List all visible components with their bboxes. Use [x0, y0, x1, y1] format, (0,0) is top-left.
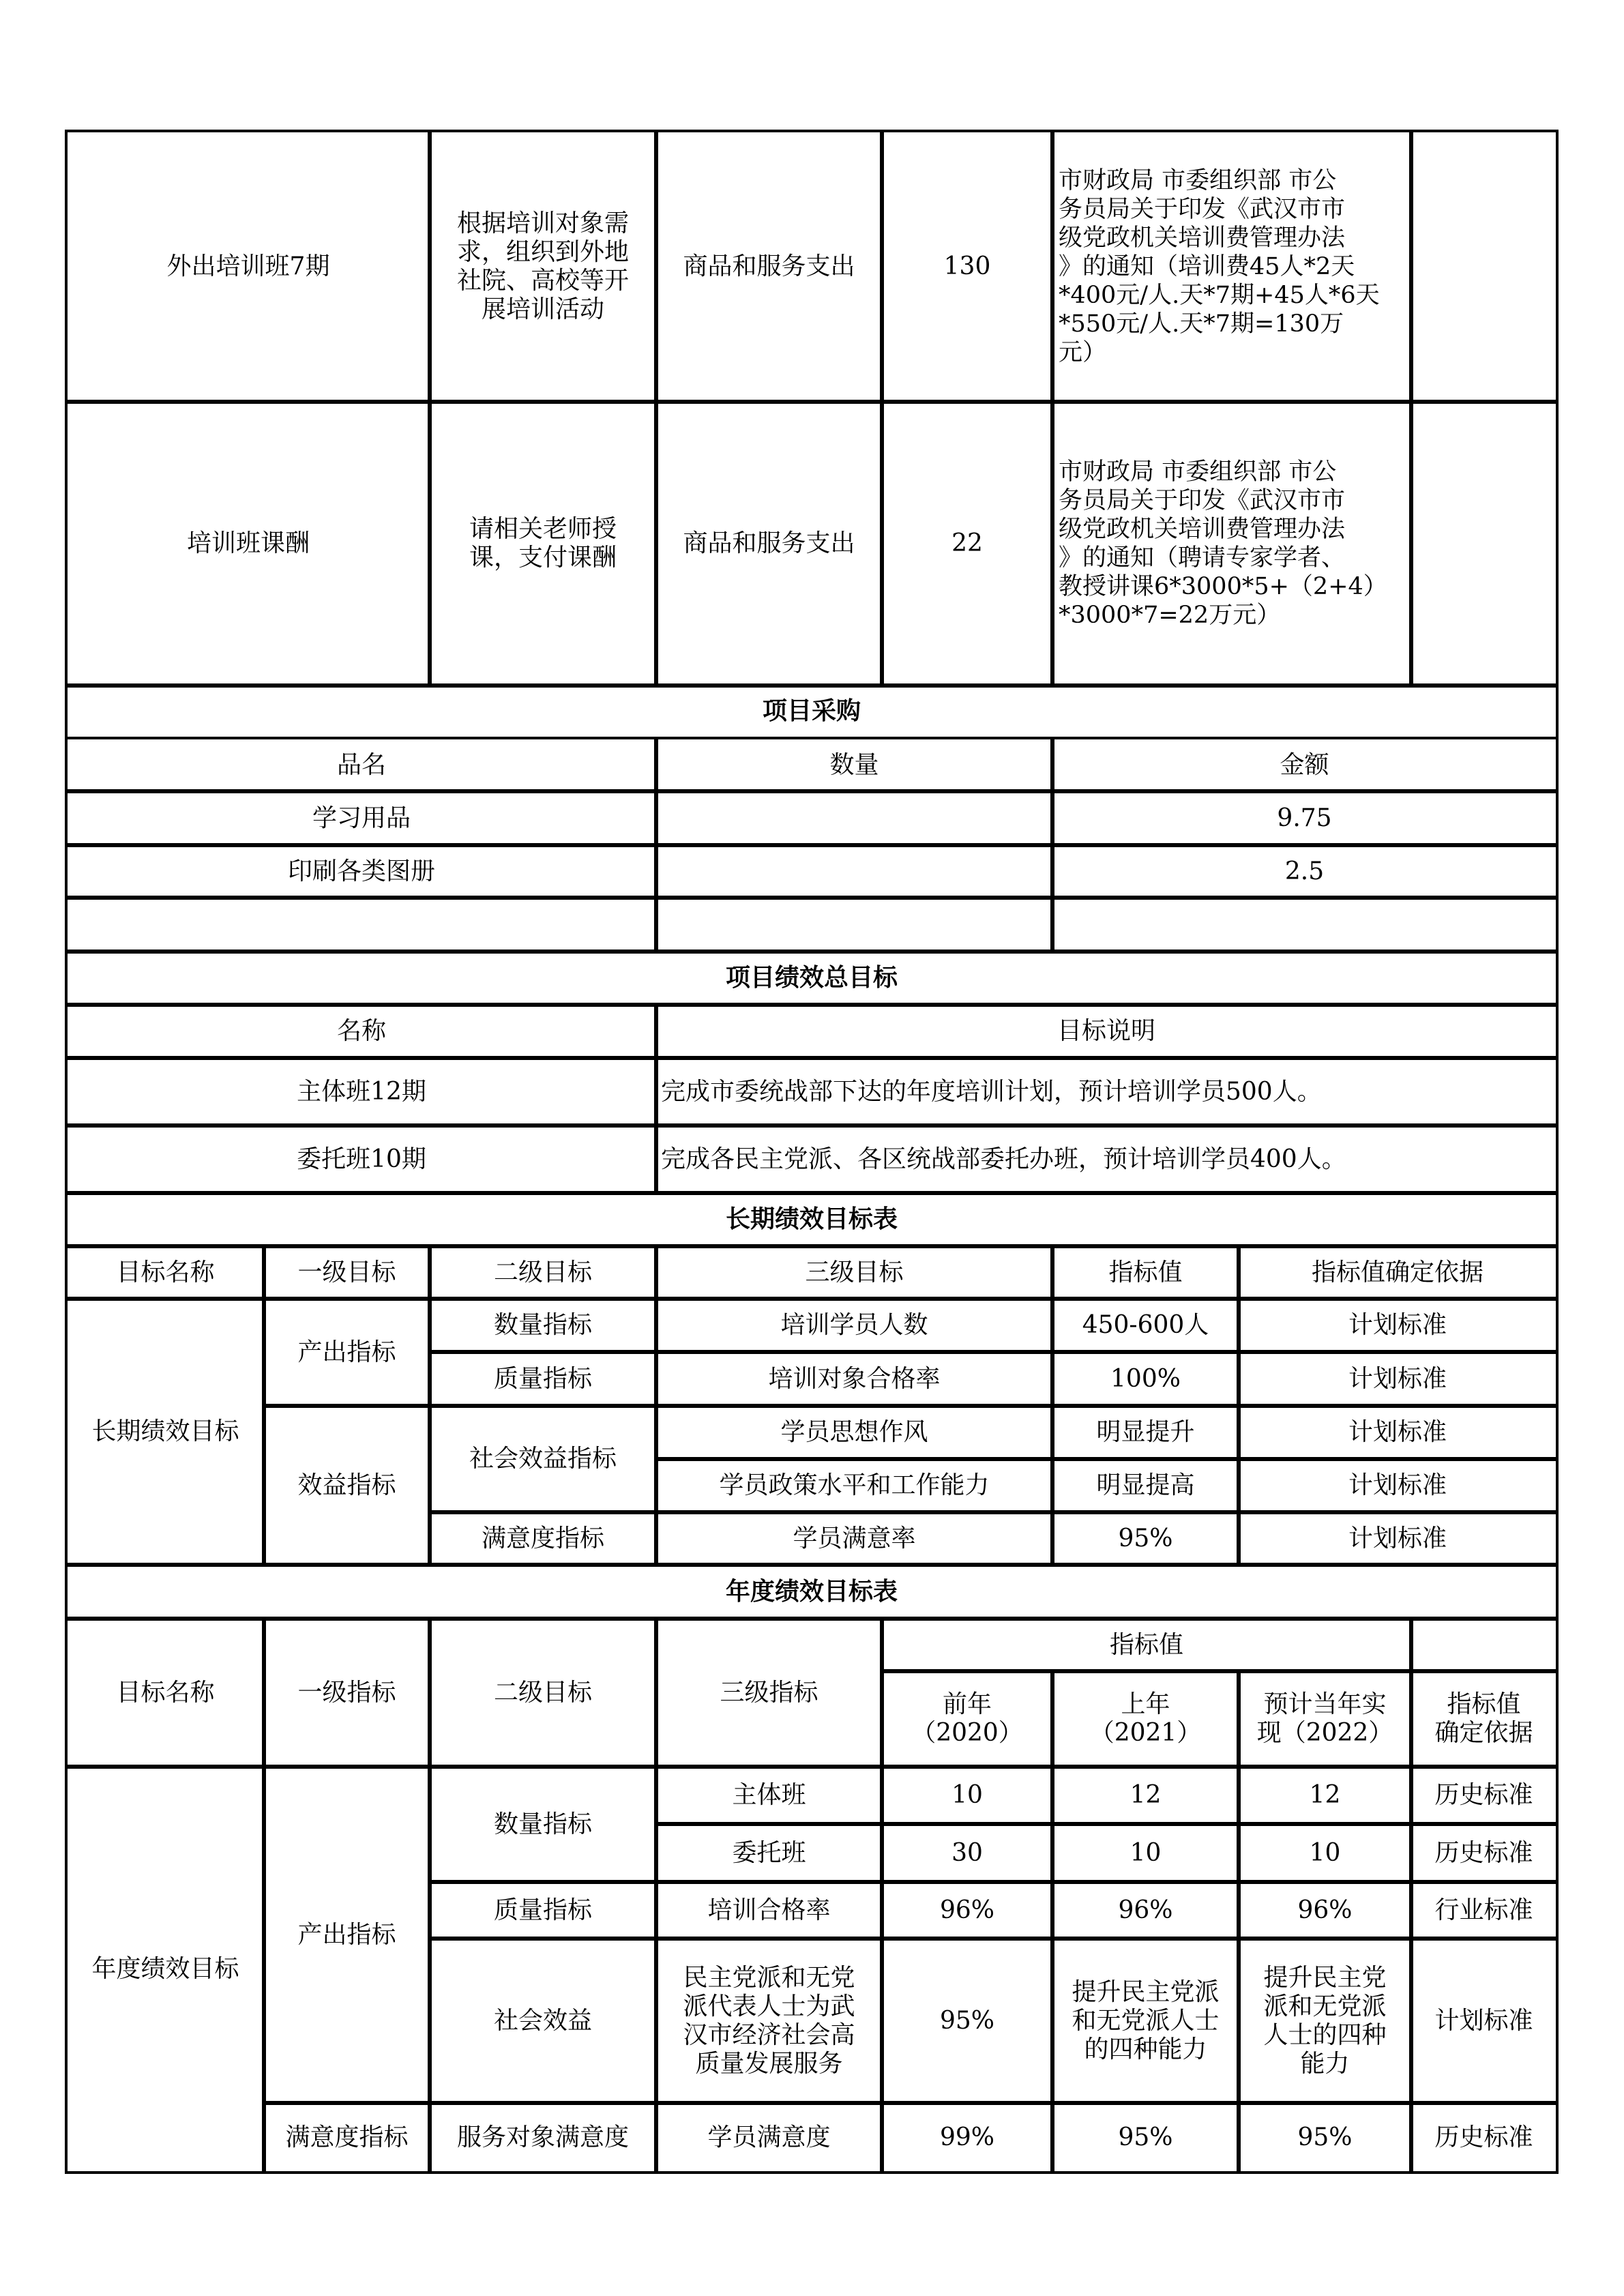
value-text: 95% — [1118, 2123, 1173, 2151]
basis-text: 计划标准 — [1348, 1311, 1447, 1339]
level2-text: 满意度指标 — [481, 1524, 604, 1552]
lt-level2-quantity — [428, 1297, 658, 1354]
header-text: 数量 — [829, 750, 879, 779]
an-value-2020 — [880, 2101, 1054, 2174]
content-line: 展培训活动 — [481, 295, 604, 323]
value-line: 的四种能力 — [1084, 2035, 1207, 2063]
expense-note-cell — [1409, 400, 1559, 688]
header-text: 一级目标 — [297, 1258, 396, 1286]
header-text: 三级指标 — [720, 1678, 818, 1707]
header-line: （2021） — [1089, 1719, 1202, 1747]
an-level3 — [654, 1937, 884, 2105]
expense-content-cell — [428, 130, 658, 404]
lt-level3 — [654, 1510, 1054, 1567]
expense-basis-cell — [1050, 130, 1413, 404]
expense-amount: 22 — [951, 529, 983, 557]
an-header-level1 — [262, 1617, 432, 1769]
header-text: 二级目标 — [493, 1258, 592, 1286]
value-text: 96% — [939, 1896, 994, 1924]
value-line: 提升民主党派 — [1072, 1977, 1220, 2006]
content-line: 请相关老师授 — [469, 515, 617, 543]
overall-goal-name — [65, 1056, 658, 1128]
basis-text: 计划标准 — [1348, 1471, 1447, 1499]
level2-text: 数量指标 — [493, 1311, 592, 1339]
an-basis — [1409, 1765, 1559, 1826]
header-line: 确定依据 — [1434, 1719, 1533, 1747]
level3-text: 培训学员人数 — [780, 1311, 928, 1339]
value-text: 96% — [1297, 1896, 1353, 1924]
value-text: 450-600人 — [1082, 1311, 1209, 1339]
level3-text: 主体班 — [732, 1781, 806, 1809]
an-header-goal-name — [65, 1617, 266, 1769]
an-value-2020 — [880, 1937, 1054, 2105]
basis-text: 计划标准 — [1348, 1524, 1447, 1552]
header-text: 二级目标 — [493, 1678, 592, 1707]
value-text: 12 — [1309, 1781, 1341, 1809]
expense-amount-cell — [880, 400, 1054, 688]
level3-text: 学员满意度 — [707, 2123, 831, 2151]
an-header-2020 — [880, 1669, 1054, 1769]
level2-text: 社会效益指标 — [469, 1445, 617, 1473]
level3-line: 派代表人士为武 — [683, 1992, 855, 2020]
annual-title-text: 年度绩效目标表 — [725, 1577, 898, 1606]
an-level2-service — [428, 2101, 658, 2174]
an-value-2022 — [1237, 1765, 1413, 1826]
an-header-level2 — [428, 1617, 658, 1769]
an-value-2022 — [1237, 1937, 1413, 2105]
basis-line: *3000*7=22万元） — [1059, 602, 1281, 629]
header-text: 指标值确定依据 — [1311, 1258, 1483, 1286]
procurement-qty — [654, 843, 1054, 900]
level2-text: 质量指标 — [493, 1896, 592, 1924]
lt-header-level3 — [654, 1244, 1054, 1301]
value-text: 99% — [939, 2123, 994, 2151]
procurement-title-text: 项目采购 — [762, 697, 861, 725]
basis-text: 历史标准 — [1434, 1781, 1533, 1809]
procurement-header-qty — [654, 737, 1054, 793]
header-line: 指标值 — [1447, 1690, 1521, 1718]
an-level2-quantity — [428, 1765, 658, 1884]
long-term-title-text: 长期绩效目标表 — [725, 1205, 898, 1233]
expense-name: 培训班课酬 — [186, 529, 310, 557]
lt-level2-social — [428, 1404, 658, 1514]
an-header-2021 — [1050, 1669, 1241, 1769]
value-text: 10 — [1130, 1838, 1162, 1867]
goal-desc: 完成各民主党派、各区统战部委托办班，预计培训学员400人。 — [661, 1145, 1346, 1173]
basis-text: 计划标准 — [1348, 1364, 1447, 1393]
an-value-2020 — [880, 1880, 1054, 1941]
annual-title — [65, 1563, 1559, 1621]
level3-line: 民主党派和无党 — [683, 1963, 855, 1992]
header-text: 名称 — [336, 1017, 386, 1045]
value-text: 明显提升 — [1096, 1418, 1195, 1446]
procurement-qty — [654, 789, 1054, 847]
overall-goal-name — [65, 1123, 658, 1195]
an-level3 — [654, 1880, 884, 1941]
an-goal-name — [65, 1765, 266, 2174]
long-term-title — [65, 1191, 1559, 1248]
value-line: 和无党派人士 — [1072, 2006, 1220, 2035]
basis-line: 务员局关于印发《武汉市市 — [1059, 487, 1346, 514]
lt-level2-quality — [428, 1350, 658, 1408]
an-value-2022 — [1237, 2101, 1413, 2174]
value-text: 12 — [1130, 1781, 1162, 1809]
lt-value — [1050, 1297, 1241, 1354]
lt-header-goal-name — [65, 1244, 266, 1301]
level3-text: 培训合格率 — [707, 1896, 831, 1924]
lt-level3 — [654, 1457, 1054, 1514]
goal-name: 主体班12期 — [297, 1077, 426, 1106]
basis-text: 历史标准 — [1434, 2123, 1533, 2151]
procurement-item — [65, 789, 658, 847]
header-text: 目标说明 — [1057, 1017, 1155, 1045]
value-text: 95% — [1297, 2123, 1353, 2151]
an-level1-output — [262, 1765, 432, 2105]
an-level2-social — [428, 1937, 658, 2105]
expense-amount: 130 — [943, 252, 991, 280]
level1-text: 产出指标 — [297, 1920, 396, 1949]
value-text: 30 — [951, 1838, 983, 1867]
value-text: 10 — [1309, 1838, 1341, 1867]
lt-value — [1050, 1510, 1241, 1567]
lt-level3 — [654, 1350, 1054, 1408]
goal-desc: 完成市委统战部下达的年度培训计划，预计培训学员500人。 — [661, 1077, 1322, 1106]
lt-basis — [1237, 1297, 1559, 1354]
an-level1-satisfaction — [262, 2101, 432, 2174]
an-value-2021 — [1050, 2101, 1241, 2174]
lt-level3 — [654, 1297, 1054, 1354]
header-line: 现（2022） — [1256, 1719, 1393, 1747]
lt-header-level1 — [262, 1244, 432, 1301]
an-basis — [1409, 1822, 1559, 1884]
an-header-level3 — [654, 1617, 884, 1769]
expense-note-cell — [1409, 130, 1559, 404]
value-line: 提升民主党 — [1263, 1963, 1387, 1992]
level3-text: 委托班 — [732, 1838, 806, 1867]
header-text: 一级指标 — [297, 1678, 396, 1707]
an-value-2022 — [1237, 1822, 1413, 1884]
basis-line: 教授讲课6*3000*5+（2+4） — [1059, 573, 1387, 600]
level2-text: 社会效益 — [493, 2006, 592, 2035]
content-line: 社院、高校等开 — [456, 267, 629, 295]
lt-basis — [1237, 1404, 1559, 1461]
value-line: 能力 — [1300, 2049, 1350, 2078]
overall-goal-header-name — [65, 1003, 658, 1060]
item-amount: 9.75 — [1277, 804, 1332, 832]
overall-goal-desc — [654, 1123, 1559, 1195]
lt-value — [1050, 1457, 1241, 1514]
level3-line: 质量发展服务 — [695, 2049, 843, 2078]
content-line: 根据培训对象需 — [456, 209, 629, 237]
header-text: 三级目标 — [805, 1258, 904, 1286]
expense-category-cell — [654, 130, 884, 404]
procurement-header-item — [65, 737, 658, 793]
basis-line: *550元/人.天*7期=130万 — [1059, 310, 1344, 338]
basis-text: 计划标准 — [1348, 1418, 1447, 1446]
header-line: 前年 — [942, 1690, 992, 1718]
level2-text: 数量指标 — [493, 1810, 592, 1838]
basis-text: 行业标准 — [1434, 1896, 1533, 1924]
expense-name-cell — [65, 400, 432, 688]
level1-text: 满意度指标 — [285, 2123, 409, 2151]
item-name: 印刷各类图册 — [287, 857, 435, 885]
lt-level2-satisfaction — [428, 1510, 658, 1567]
content-line: 课，支付课酬 — [469, 544, 617, 572]
item-name: 学习用品 — [312, 804, 411, 832]
procurement-amount — [1050, 789, 1559, 847]
overall-goal-title-text: 项目绩效总目标 — [725, 964, 898, 992]
expense-category: 商品和服务支出 — [683, 252, 855, 280]
value-text: 95% — [939, 2006, 994, 2035]
basis-text: 历史标准 — [1434, 1838, 1533, 1867]
header-text: 目标名称 — [116, 1678, 215, 1707]
value-line: 人士的四种 — [1263, 2020, 1387, 2049]
an-basis — [1409, 1880, 1559, 1941]
an-header-value-group — [880, 1617, 1413, 1673]
lt-basis — [1237, 1350, 1559, 1408]
an-header-2022 — [1237, 1669, 1413, 1769]
an-header-blank — [1409, 1617, 1559, 1673]
level3-text: 学员政策水平和工作能力 — [719, 1471, 990, 1499]
value-text: 95% — [1118, 1524, 1173, 1552]
an-basis — [1409, 1937, 1559, 2105]
basis-line: 级党政机关培训费管理办法 — [1059, 224, 1346, 252]
lt-basis — [1237, 1510, 1559, 1567]
lt-basis — [1237, 1457, 1559, 1514]
an-level3 — [654, 1765, 884, 1826]
header-text: 品名 — [336, 750, 386, 779]
expense-name: 外出培训班7期 — [166, 252, 330, 280]
expense-category-cell — [654, 400, 884, 688]
level1-text: 效益指标 — [297, 1471, 396, 1499]
an-header-basis — [1409, 1669, 1559, 1769]
overall-goal-desc — [654, 1056, 1559, 1128]
basis-line: *400元/人.天*7期+45人*6天 — [1059, 282, 1380, 309]
value-text: 10 — [951, 1781, 983, 1809]
an-value-2022 — [1237, 1880, 1413, 1941]
level2-text: 质量指标 — [493, 1364, 592, 1393]
expense-category: 商品和服务支出 — [683, 529, 855, 557]
basis-line: 》的通知（聘请专家学者、 — [1059, 544, 1346, 572]
basis-text: 计划标准 — [1434, 2006, 1533, 2035]
basis-line: 务员局关于印发《武汉市市 — [1059, 196, 1346, 223]
lt-level3 — [654, 1404, 1054, 1461]
procurement-amount — [1050, 843, 1559, 900]
header-text: 金额 — [1280, 750, 1329, 779]
an-value-2021 — [1050, 1822, 1241, 1884]
expense-amount-cell — [880, 130, 1054, 404]
header-text: 指标值 — [1108, 1258, 1183, 1286]
basis-line: 级党政机关培训费管理办法 — [1059, 516, 1346, 543]
level3-text: 培训对象合格率 — [768, 1364, 941, 1393]
an-level2-quality — [428, 1880, 658, 1941]
expense-basis-cell — [1050, 400, 1413, 688]
level3-text: 学员满意率 — [793, 1524, 916, 1552]
value-text: 明显提高 — [1096, 1471, 1195, 1499]
level3-line: 汉市经济社会高 — [683, 2020, 855, 2049]
expense-content-cell — [428, 400, 658, 688]
overall-goal-title — [65, 950, 1559, 1007]
level1-text: 产出指标 — [297, 1338, 396, 1366]
header-text: 指标值 — [1109, 1630, 1183, 1659]
basis-line: 市财政局 市委组织部 市公 — [1059, 458, 1337, 486]
value-line: 派和无党派 — [1263, 1992, 1387, 2020]
header-text: 目标名称 — [116, 1258, 215, 1286]
an-value-2021 — [1050, 1937, 1241, 2105]
item-amount: 2.5 — [1284, 857, 1325, 885]
procurement-header-amount — [1050, 737, 1559, 793]
lt-header-basis — [1237, 1244, 1559, 1301]
procurement-item — [65, 896, 658, 954]
procurement-qty — [654, 896, 1054, 954]
level2-text: 服务对象满意度 — [456, 2123, 629, 2151]
an-value-2021 — [1050, 1765, 1241, 1826]
lt-value — [1050, 1350, 1241, 1408]
lt-header-level2 — [428, 1244, 658, 1301]
procurement-amount — [1050, 896, 1559, 954]
basis-line: 元） — [1059, 339, 1107, 366]
an-basis — [1409, 2101, 1559, 2174]
level3-text: 学员思想作风 — [780, 1418, 928, 1446]
lt-level1-benefit — [262, 1404, 432, 1567]
content-line: 求，组织到外地 — [456, 238, 629, 266]
lt-goal-name — [65, 1297, 266, 1567]
header-line: 上年 — [1121, 1690, 1170, 1718]
goal-name-text: 年度绩效目标 — [91, 1955, 239, 1983]
value-text: 100% — [1110, 1364, 1181, 1393]
procurement-item — [65, 843, 658, 900]
expense-name-cell — [65, 130, 432, 404]
an-value-2021 — [1050, 1880, 1241, 1941]
lt-value — [1050, 1404, 1241, 1461]
lt-header-value — [1050, 1244, 1241, 1301]
procurement-title — [65, 683, 1559, 739]
goal-name-text: 长期绩效目标 — [91, 1417, 239, 1445]
basis-line: 》的通知（培训费45人*2天 — [1059, 253, 1355, 280]
an-level3 — [654, 1822, 884, 1884]
header-line: （2020） — [911, 1719, 1023, 1747]
goal-name: 委托班10期 — [297, 1145, 426, 1173]
header-line: 预计当年实 — [1263, 1690, 1387, 1718]
lt-level1-output — [262, 1297, 432, 1408]
overall-goal-header-desc — [654, 1003, 1559, 1060]
basis-line: 市财政局 市委组织部 市公 — [1059, 167, 1337, 194]
value-text: 96% — [1118, 1896, 1173, 1924]
an-level3 — [654, 2101, 884, 2174]
an-value-2020 — [880, 1765, 1054, 1826]
an-value-2020 — [880, 1822, 1054, 1884]
